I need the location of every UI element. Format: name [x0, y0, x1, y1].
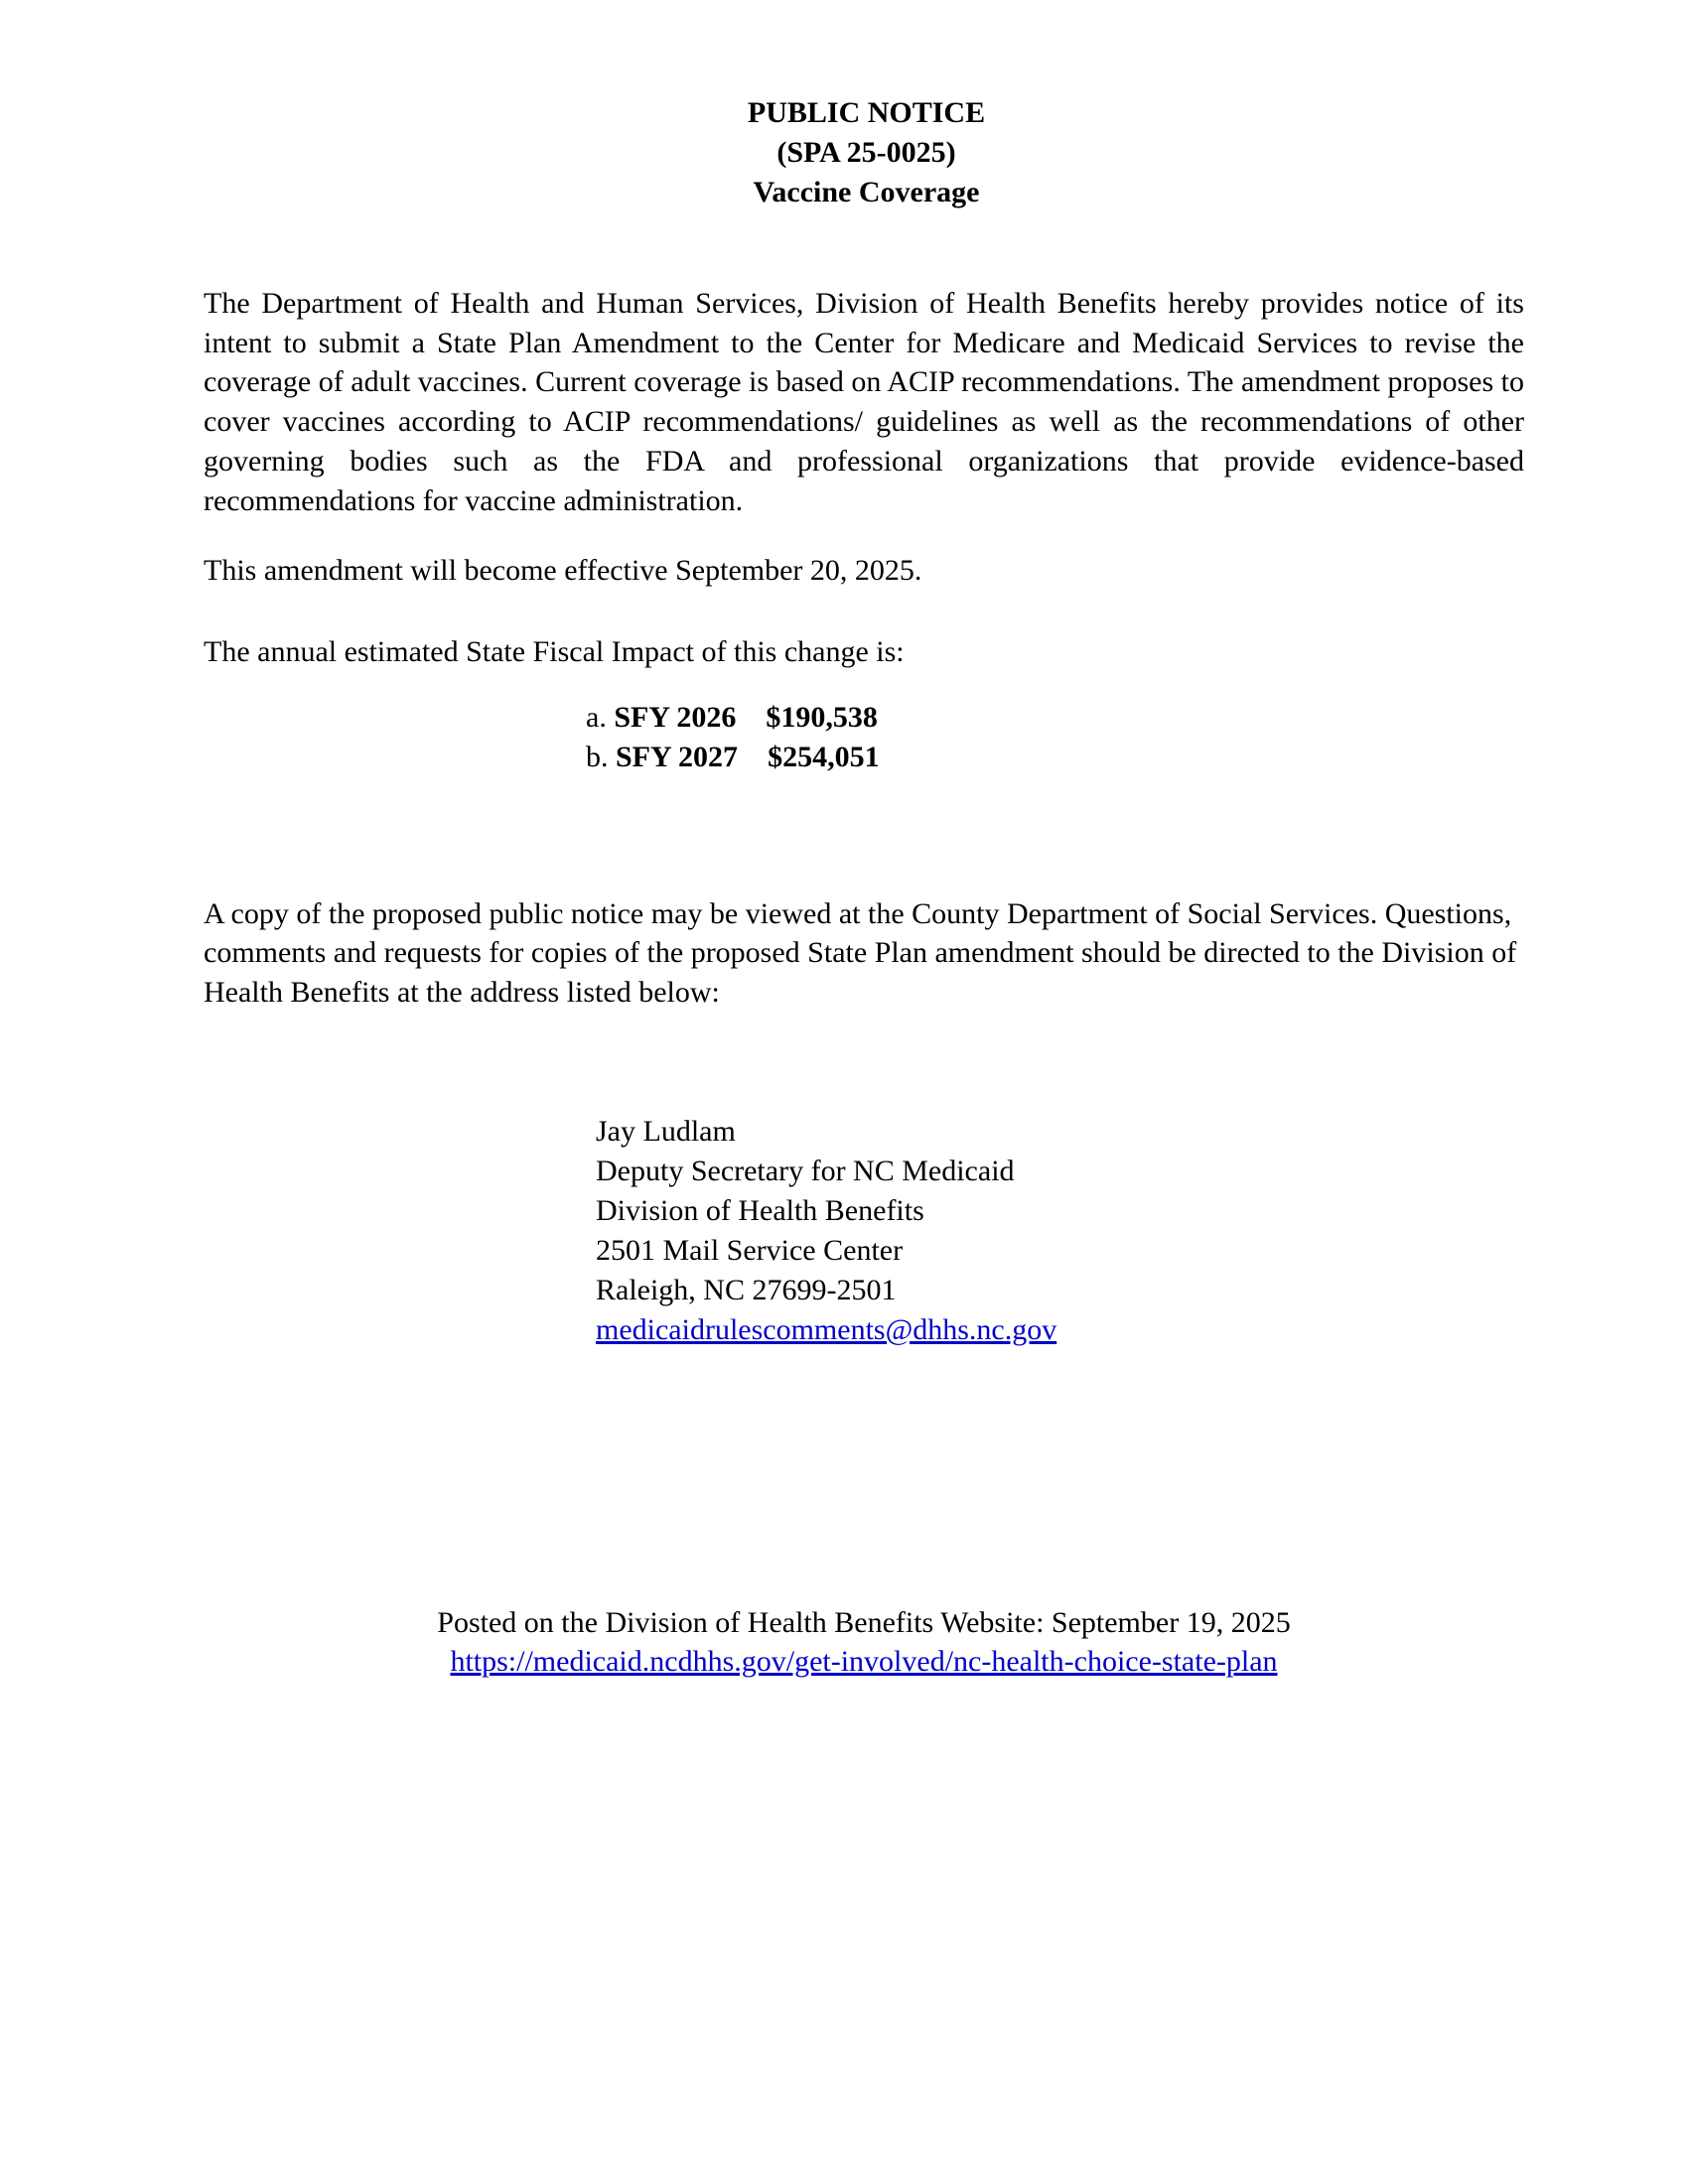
footer-website-link[interactable]: https://medicaid.ncdhhs.gov/get-involved/nc-health-choice-state-plan — [450, 1645, 1278, 1679]
address-line-street: 2501 Mail Service Center — [596, 1233, 904, 1267]
contact-address-block — [204, 1112, 1529, 1349]
title-line-public-notice: PUBLIC NOTICE — [747, 96, 986, 129]
fiscal-gap — [204, 672, 1529, 698]
page-title — [204, 79, 1529, 212]
title-line-subject: Vaccine Coverage — [753, 175, 980, 208]
contact-instructions-paragraph: A copy of the proposed public notice may be viewed at the County Department of Social Services. Questions, comments and requests for copies of the proposed State Plan amendment should be directed to the Division of Health Benefits at the address listed below: — [204, 896, 1517, 1010]
fiscal-marker-a: a. — [586, 700, 607, 734]
address-line-title: Deputy Secretary for NC Medicaid — [596, 1155, 1015, 1188]
fiscal-amount-sfy-2027: $254,051 — [768, 740, 880, 773]
footer-block — [204, 1603, 1524, 1683]
address-line-name: Jay Ludlam — [596, 1115, 736, 1149]
contact-email-link[interactable]: medicaidrulescomments@dhhs.nc.gov — [596, 1312, 1057, 1346]
fiscal-contact-spacer — [204, 777, 1529, 894]
fiscal-row-sfy-2026 — [204, 698, 1529, 738]
address-line-division: Division of Health Benefits — [596, 1194, 924, 1228]
title-body-spacer — [204, 212, 1529, 284]
fiscal-marker-b: b. — [586, 740, 609, 773]
fiscal-impact-intro: The annual estimated State Fiscal Impact of this change is: — [204, 634, 905, 668]
paragraph-gap-2 — [204, 591, 1529, 632]
effective-date-sentence: This amendment will become effective September 20, 2025. — [204, 554, 922, 588]
intent-paragraph: The Department of Health and Human Services, Division of Health Benefits hereby provides notice of its intent to submit a State Plan Amendment to the Center for Medicare and Medicaid Services to revise the coverage of adult vaccines. Current coverage is based on ACIP recommendations. The amendment proposes to cover vaccines according to ACIP recommendations/ guidelines as well as the recommendations of other governing bodies such as the FDA and professional organizations that provide evidence-based recommendations for vaccine administration. — [204, 286, 1524, 518]
fiscal-row-sfy-2027 — [204, 738, 1529, 777]
fiscal-impact-list — [204, 698, 1529, 777]
footer-url-wrapper — [204, 1642, 1524, 1682]
fiscal-amount-sfy-2026: $190,538 — [766, 700, 878, 734]
contact-address-spacer — [204, 1013, 1529, 1112]
address-line-city-state-zip: Raleigh, NC 27699-2501 — [596, 1273, 897, 1306]
paragraph-gap-1 — [204, 521, 1529, 551]
fiscal-label-sfy-2027: SFY 2027 — [616, 740, 739, 773]
footer-posted-text: Posted on the Division of Health Benefits Website: September 19, 2025 — [437, 1605, 1291, 1639]
title-line-spa-number: (SPA 25-0025) — [776, 135, 956, 169]
contact-email-link-wrapper — [596, 1310, 1529, 1350]
address-footer-spacer — [204, 1350, 1529, 1603]
fiscal-label-sfy-2026: SFY 2026 — [614, 700, 737, 734]
